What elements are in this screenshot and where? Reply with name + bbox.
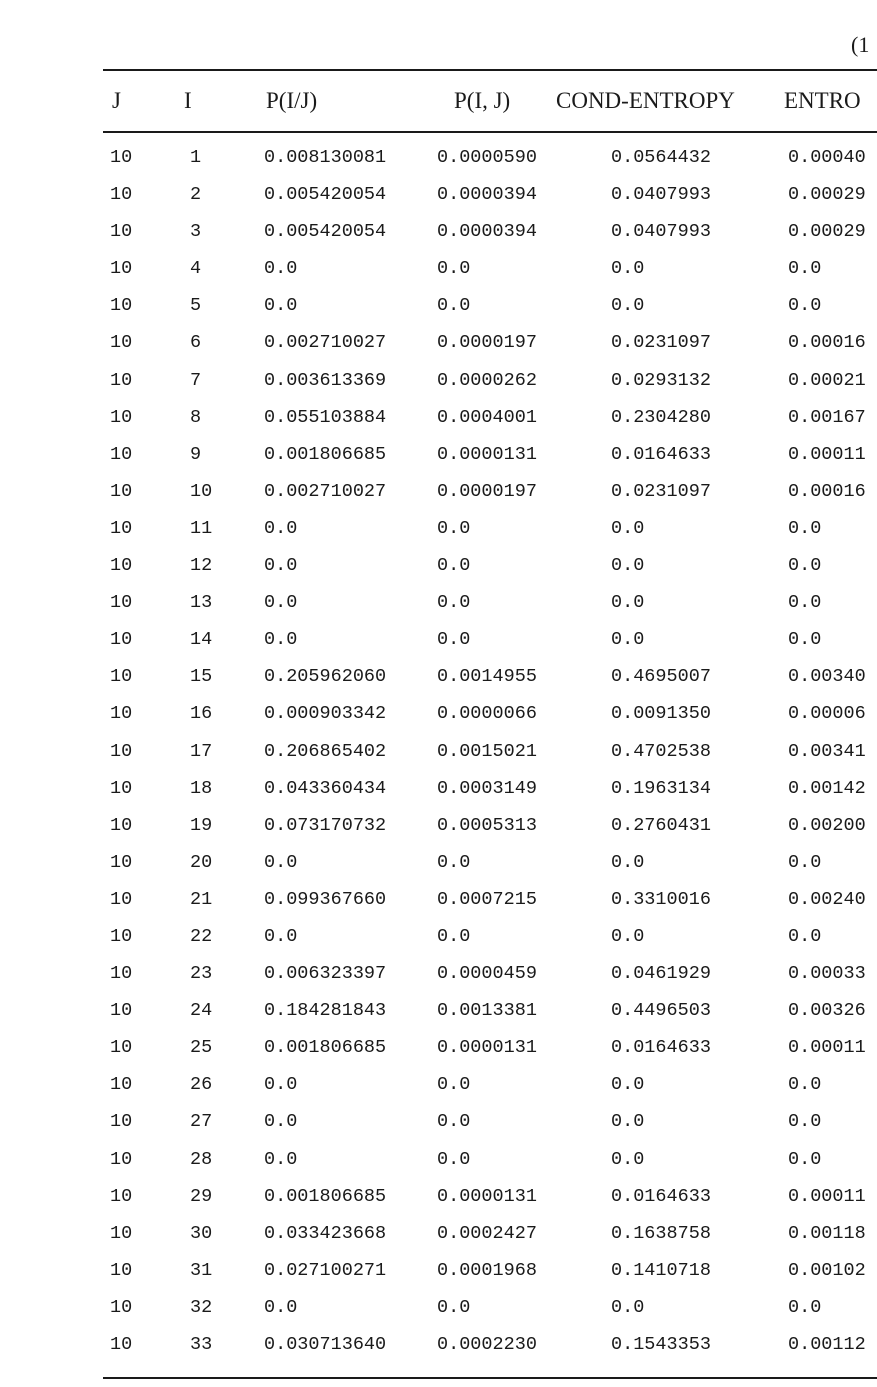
cell-conditional-entropy: 0.0407993: [611, 184, 711, 206]
cell-conditional-probability: 0.002710027: [264, 480, 387, 502]
table-row: [0, 516, 877, 553]
cell-conditional-entropy: 0.0091350: [611, 703, 711, 725]
cell-conditional-entropy: 0.0: [611, 1111, 645, 1133]
cell-entropy: 0.00167: [788, 406, 866, 428]
cell-i: 22: [190, 925, 213, 947]
cell-j: 10: [110, 555, 133, 577]
cell-joint-probability: 0.0000459: [437, 963, 537, 985]
top-rule: [103, 69, 877, 71]
cell-conditional-probability: 0.206865402: [264, 740, 387, 762]
cell-conditional-probability: 0.006323397: [264, 963, 387, 985]
cell-joint-probability: 0.0000131: [437, 1037, 537, 1059]
cell-entropy: 0.0: [788, 1148, 822, 1170]
table-row: [0, 405, 877, 442]
cell-j: 10: [110, 1148, 133, 1170]
cell-i: 1: [190, 147, 202, 168]
cell-joint-probability: 0.0002427: [437, 1222, 537, 1244]
cell-conditional-entropy: 0.0: [611, 1148, 645, 1170]
cell-entropy: 0.0: [788, 925, 822, 947]
cell-entropy: 0.00021: [788, 369, 866, 391]
cell-joint-probability: 0.0000394: [437, 184, 537, 206]
table-row: [0, 701, 877, 738]
cell-j: 10: [110, 666, 133, 688]
cell-i: 14: [190, 629, 213, 651]
cell-conditional-entropy: 0.0: [611, 592, 645, 614]
cell-joint-probability: 0.0013381: [437, 1000, 537, 1022]
cell-entropy: 0.00340: [788, 666, 866, 688]
cell-i: 19: [190, 814, 213, 836]
cell-entropy: 0.00006: [788, 703, 866, 725]
cell-i: 26: [190, 1074, 213, 1096]
table-row: [0, 1072, 877, 1109]
cell-joint-probability: 0.0001968: [437, 1259, 537, 1281]
cell-entropy: 0.00016: [788, 480, 866, 502]
cell-j: 10: [110, 258, 133, 280]
cell-entropy: 0.00029: [788, 221, 866, 243]
table-row: [0, 1258, 877, 1295]
cell-entropy: 0.00029: [788, 184, 866, 206]
cell-entropy: 0.0: [788, 555, 822, 577]
cell-j: 10: [110, 1074, 133, 1096]
cell-conditional-entropy: 0.4702538: [611, 740, 711, 762]
cell-conditional-entropy: 0.0407993: [611, 221, 711, 243]
cell-conditional-entropy: 0.1638758: [611, 1222, 711, 1244]
cell-conditional-probability: 0.073170732: [264, 814, 387, 836]
table-row: [0, 887, 877, 924]
cell-j: 10: [110, 592, 133, 614]
cell-conditional-entropy: 0.1963134: [611, 777, 711, 799]
cell-entropy: 0.0: [788, 295, 822, 317]
cell-conditional-entropy: 0.0164633: [611, 1037, 711, 1059]
cell-j: 10: [110, 147, 133, 168]
cell-conditional-entropy: 0.0164633: [611, 1185, 711, 1207]
cell-conditional-entropy: 0.0: [611, 925, 645, 947]
cell-entropy: 0.00341: [788, 740, 866, 762]
cell-conditional-probability: 0.0: [264, 851, 298, 873]
cell-conditional-probability: 0.0: [264, 517, 298, 539]
cell-j: 10: [110, 332, 133, 354]
cell-i: 5: [190, 295, 202, 317]
cell-entropy: 0.00011: [788, 1037, 866, 1059]
cell-conditional-probability: 0.0: [264, 258, 298, 280]
cell-j: 10: [110, 963, 133, 985]
table-row: [0, 1221, 877, 1258]
cell-conditional-entropy: 0.0231097: [611, 332, 711, 354]
cell-i: 30: [190, 1222, 213, 1244]
cell-i: 4: [190, 258, 202, 280]
cell-conditional-probability: 0.055103884: [264, 406, 387, 428]
cell-entropy: 0.0: [788, 1074, 822, 1096]
cell-i: 24: [190, 1000, 213, 1022]
table-row: [0, 1109, 877, 1146]
table-row: [0, 961, 877, 998]
cell-j: 10: [110, 629, 133, 651]
cell-entropy: 0.0: [788, 517, 822, 539]
cell-i: 27: [190, 1111, 213, 1133]
cell-joint-probability: 0.0: [437, 1111, 471, 1133]
cell-conditional-entropy: 0.0: [611, 295, 645, 317]
table-row: [0, 330, 877, 367]
page-number: (1: [851, 32, 870, 57]
cell-conditional-probability: 0.0: [264, 1296, 298, 1318]
cell-joint-probability: 0.0: [437, 851, 471, 873]
cell-entropy: 0.0: [788, 592, 822, 614]
table-row: [0, 813, 877, 850]
cell-i: 28: [190, 1148, 213, 1170]
cell-joint-probability: 0.0000131: [437, 443, 537, 465]
cell-i: 10: [190, 480, 213, 502]
header-j: J: [112, 88, 121, 113]
cell-i: 29: [190, 1185, 213, 1207]
cell-joint-probability: 0.0004001: [437, 406, 537, 428]
cell-j: 10: [110, 851, 133, 873]
cell-joint-probability: 0.0003149: [437, 777, 537, 799]
table-row: [0, 776, 877, 813]
cell-j: 10: [110, 888, 133, 910]
cell-entropy: 0.00011: [788, 443, 866, 465]
table-row: [0, 1184, 877, 1221]
cell-j: 10: [110, 703, 133, 725]
table-row: [0, 182, 877, 219]
cell-joint-probability: 0.0: [437, 1074, 471, 1096]
cell-i: 31: [190, 1259, 213, 1281]
cell-conditional-probability: 0.001806685: [264, 1185, 387, 1207]
cell-conditional-entropy: 0.0: [611, 851, 645, 873]
cell-conditional-entropy: 0.3310016: [611, 888, 711, 910]
cell-conditional-probability: 0.027100271: [264, 1259, 387, 1281]
table-row: [0, 590, 877, 627]
cell-joint-probability: 0.0005313: [437, 814, 537, 836]
cell-conditional-probability: 0.184281843: [264, 1000, 387, 1022]
cell-j: 10: [110, 925, 133, 947]
cell-conditional-probability: 0.001806685: [264, 443, 387, 465]
cell-joint-probability: 0.0000394: [437, 221, 537, 243]
cell-j: 10: [110, 1185, 133, 1207]
cell-i: 2: [190, 184, 202, 206]
cell-conditional-probability: 0.0: [264, 555, 298, 577]
cell-conditional-entropy: 0.4695007: [611, 666, 711, 688]
header-entropy: ENTRO: [784, 88, 861, 113]
cell-i: 6: [190, 332, 202, 354]
table-row: [0, 850, 877, 887]
table-row: [0, 479, 877, 516]
cell-conditional-entropy: 0.0: [611, 1074, 645, 1096]
header-conditional-entropy: COND-ENTROPY: [556, 88, 735, 113]
cell-conditional-probability: 0.0: [264, 925, 298, 947]
cell-entropy: 0.00102: [788, 1259, 866, 1281]
cell-joint-probability: 0.0: [437, 517, 471, 539]
cell-entropy: 0.0: [788, 258, 822, 280]
cell-conditional-probability: 0.002710027: [264, 332, 387, 354]
cell-joint-probability: 0.0000131: [437, 1185, 537, 1207]
cell-conditional-probability: 0.005420054: [264, 184, 387, 206]
cell-joint-probability: 0.0: [437, 258, 471, 280]
cell-conditional-probability: 0.003613369: [264, 369, 387, 391]
cell-joint-probability: 0.0: [437, 295, 471, 317]
table-row: [0, 145, 877, 182]
cell-joint-probability: 0.0000197: [437, 332, 537, 354]
cell-entropy: 0.00033: [788, 963, 866, 985]
cell-entropy: 0.0: [788, 1111, 822, 1133]
cell-joint-probability: 0.0: [437, 1148, 471, 1170]
cell-entropy: 0.00118: [788, 1222, 866, 1244]
cell-conditional-probability: 0.205962060: [264, 666, 387, 688]
table-row: [0, 1035, 877, 1072]
table-row: [0, 739, 877, 776]
cell-conditional-entropy: 0.0293132: [611, 369, 711, 391]
cell-j: 10: [110, 1259, 133, 1281]
cell-i: 17: [190, 740, 213, 762]
cell-i: 12: [190, 555, 213, 577]
cell-joint-probability: 0.0: [437, 592, 471, 614]
table-row: [0, 1295, 877, 1332]
cell-conditional-probability: 0.0: [264, 1111, 298, 1133]
cell-joint-probability: 0.0002230: [437, 1334, 537, 1355]
table-row: [0, 368, 877, 405]
cell-conditional-entropy: 0.1410718: [611, 1259, 711, 1281]
cell-joint-probability: 0.0000066: [437, 703, 537, 725]
cell-entropy: 0.0: [788, 851, 822, 873]
cell-j: 10: [110, 1000, 133, 1022]
cell-conditional-probability: 0.099367660: [264, 888, 387, 910]
cell-j: 10: [110, 1222, 133, 1244]
cell-entropy: 0.00326: [788, 1000, 866, 1022]
cell-j: 10: [110, 480, 133, 502]
cell-joint-probability: 0.0: [437, 555, 471, 577]
cell-entropy: 0.00142: [788, 777, 866, 799]
cell-j: 10: [110, 443, 133, 465]
cell-conditional-entropy: 0.0: [611, 1296, 645, 1318]
cell-j: 10: [110, 221, 133, 243]
cell-entropy: 0.00016: [788, 332, 866, 354]
header-conditional-probability: P(I/J): [266, 88, 318, 113]
cell-j: 10: [110, 777, 133, 799]
cell-conditional-probability: 0.005420054: [264, 221, 387, 243]
cell-j: 10: [110, 295, 133, 317]
cell-conditional-entropy: 0.0231097: [611, 480, 711, 502]
cell-entropy: 0.00112: [788, 1334, 866, 1355]
cell-joint-probability: 0.0: [437, 1296, 471, 1318]
cell-j: 10: [110, 406, 133, 428]
cell-j: 10: [110, 1296, 133, 1318]
cell-conditional-entropy: 0.1543353: [611, 1334, 711, 1355]
table-row: [0, 442, 877, 479]
cell-conditional-probability: 0.001806685: [264, 1037, 387, 1059]
cell-conditional-entropy: 0.0: [611, 258, 645, 280]
table-row: [0, 924, 877, 961]
cell-conditional-probability: 0.0: [264, 1148, 298, 1170]
cell-conditional-entropy: 0.2304280: [611, 406, 711, 428]
cell-conditional-entropy: 0.0: [611, 555, 645, 577]
cell-i: 33: [190, 1334, 213, 1355]
cell-i: 15: [190, 666, 213, 688]
cell-joint-probability: 0.0000590: [437, 147, 537, 168]
cell-j: 10: [110, 184, 133, 206]
cell-conditional-probability: 0.000903342: [264, 703, 387, 725]
cell-i: 11: [190, 517, 213, 539]
table-row: [0, 293, 877, 330]
cell-j: 10: [110, 740, 133, 762]
cell-conditional-probability: 0.0: [264, 629, 298, 651]
cell-conditional-probability: 0.0: [264, 295, 298, 317]
cell-j: 10: [110, 517, 133, 539]
header-rule: [103, 131, 877, 133]
cell-j: 10: [110, 1111, 133, 1133]
cell-i: 9: [190, 443, 202, 465]
cell-i: 7: [190, 369, 202, 391]
cell-entropy: 0.0: [788, 629, 822, 651]
table-row: [0, 998, 877, 1035]
cell-joint-probability: 0.0015021: [437, 740, 537, 762]
cell-joint-probability: 0.0: [437, 925, 471, 947]
table-row: [0, 627, 877, 664]
cell-joint-probability: 0.0: [437, 629, 471, 651]
cell-entropy: 0.00240: [788, 888, 866, 910]
cell-joint-probability: 0.0007215: [437, 888, 537, 910]
table-body: [0, 145, 877, 1369]
table-row: [0, 219, 877, 256]
cell-i: 3: [190, 221, 202, 243]
bottom-rule: [103, 1377, 877, 1379]
table-row: [0, 664, 877, 701]
cell-i: 20: [190, 851, 213, 873]
cell-j: 10: [110, 1334, 133, 1355]
cell-conditional-entropy: 0.0164633: [611, 443, 711, 465]
cell-conditional-entropy: 0.0461929: [611, 963, 711, 985]
cell-i: 21: [190, 888, 213, 910]
cell-conditional-entropy: 0.2760431: [611, 814, 711, 836]
cell-joint-probability: 0.0014955: [437, 666, 537, 688]
cell-joint-probability: 0.0000197: [437, 480, 537, 502]
cell-conditional-probability: 0.0: [264, 1074, 298, 1096]
cell-i: 13: [190, 592, 213, 614]
table-row: [0, 553, 877, 590]
cell-conditional-probability: 0.043360434: [264, 777, 387, 799]
cell-j: 10: [110, 1037, 133, 1059]
cell-conditional-entropy: 0.4496503: [611, 1000, 711, 1022]
cell-entropy: 0.00011: [788, 1185, 866, 1207]
cell-conditional-entropy: 0.0: [611, 629, 645, 651]
cell-conditional-probability: 0.0: [264, 592, 298, 614]
cell-i: 23: [190, 963, 213, 985]
cell-conditional-probability: 0.008130081: [264, 147, 387, 168]
cell-i: 18: [190, 777, 213, 799]
cell-conditional-entropy: 0.0: [611, 517, 645, 539]
cell-i: 25: [190, 1037, 213, 1059]
table-row: [0, 1147, 877, 1184]
table-row: [0, 1332, 877, 1369]
cell-conditional-probability: 0.033423668: [264, 1222, 387, 1244]
cell-conditional-entropy: 0.0564432: [611, 147, 711, 168]
cell-entropy: 0.00040: [788, 147, 866, 168]
header-joint-probability: P(I, J): [454, 88, 511, 113]
table-row: [0, 256, 877, 293]
cell-entropy: 0.00200: [788, 814, 866, 836]
cell-i: 32: [190, 1296, 213, 1318]
cell-joint-probability: 0.0000262: [437, 369, 537, 391]
cell-i: 8: [190, 406, 202, 428]
cell-i: 16: [190, 703, 213, 725]
cell-j: 10: [110, 369, 133, 391]
header-i: I: [184, 88, 192, 113]
cell-conditional-probability: 0.030713640: [264, 1334, 387, 1355]
cell-j: 10: [110, 814, 133, 836]
cell-entropy: 0.0: [788, 1296, 822, 1318]
